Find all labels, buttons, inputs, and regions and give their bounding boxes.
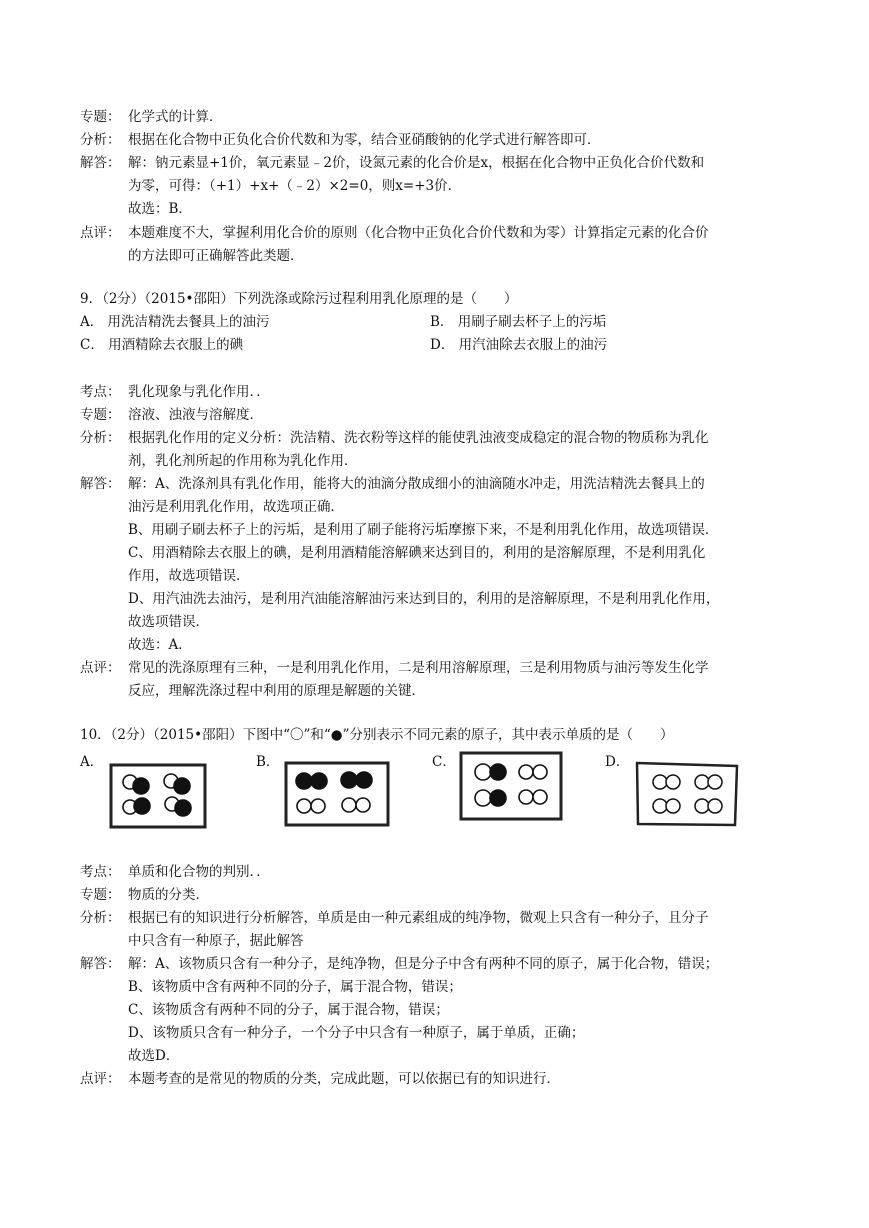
dianping-line: 的方法即可正确解答此类题． <box>128 248 304 264</box>
q10-fig-label-d: D． <box>605 754 630 770</box>
jieda-line: 油污是利用乳化作用，故选项正确． <box>128 499 344 515</box>
fenxi-label: 分析： <box>80 910 121 926</box>
jieda-line: 故选：B． <box>128 201 192 217</box>
fenxi-line: 根据已有的知识进行分析解答，单质是由一种元素组成的纯净物，微观上只含有一种分子，且分子 <box>128 910 709 926</box>
jieda-line: 解：A、该物质只含有一种分子，是纯净物，但是分子中含有两种不同的原子，属于化合物，错误； <box>128 956 719 972</box>
fenxi-label: 分析： <box>80 132 121 148</box>
q9-option-a: A． 用洗洁精洗去餐具上的油污 <box>80 314 270 330</box>
dianping-label: 点评： <box>80 225 121 241</box>
zhuanti-label: 专题： <box>80 109 121 125</box>
q10-fig-label-c: C． <box>432 754 456 770</box>
dianping-label: 点评： <box>80 660 121 676</box>
jieda-line: D、用汽油洗去油污，是利用汽油能溶解油污来达到目的，利用的是溶解原理，不是利用乳化作用， <box>128 591 720 607</box>
kaodian-label: 考点： <box>80 864 121 880</box>
q9-option-c: C． 用酒精除去衣服上的碘 <box>80 337 244 353</box>
jieda-label: 解答： <box>80 956 121 972</box>
dianping-label: 点评： <box>80 1071 121 1087</box>
jieda-line: 故选：A． <box>128 637 192 653</box>
q9-question: 9．（2分）（2015•邵阳）下列洗涤或除污过程利用乳化原理的是（ ） <box>80 291 518 307</box>
jieda-label: 解答： <box>80 155 121 171</box>
zhuanti-text: 化学式的计算． <box>128 109 223 125</box>
kaodian-text: 单质和化合物的判别．． <box>128 864 270 880</box>
kaodian-text: 乳化现象与乳化作用．． <box>128 384 270 400</box>
zhuanti-label: 专题： <box>80 887 121 903</box>
fenxi-label: 分析： <box>80 430 121 446</box>
q10-fig-label-b: B． <box>256 754 280 770</box>
q10-fig-label-a: A． <box>80 754 104 770</box>
jieda-line: 为零，可得：（+1）+x+（﹣2）×2=0，则x=+3价． <box>128 178 462 194</box>
q10-question: 10．（2分）（2015•邵阳）下图中“〇”和“●”分别表示不同元素的原子，其中表示单质的是（ ） <box>80 727 674 743</box>
q10-figure-c <box>458 750 564 822</box>
fenxi-text: 根据在化合物中正负化合价代数和为零，结合亚硝酸钠的化学式进行解答即可． <box>128 132 601 148</box>
q9-option-d: D． 用汽油除去衣服上的油污 <box>430 337 608 353</box>
jieda-line: 作用，故选项错误． <box>128 568 250 584</box>
jieda-line: 故选项错误． <box>128 614 209 630</box>
kaodian-label: 考点： <box>80 384 121 400</box>
fenxi-line: 中只含有一种原子，据此解答 <box>128 933 304 949</box>
q9-option-b: B． 用刷子刷去杯子上的污垢 <box>430 314 607 330</box>
jieda-line: 故选D． <box>128 1048 180 1064</box>
q10-figure-b <box>283 760 391 828</box>
dianping-line: 反应，理解洗涤过程中利用的原理是解题的关键． <box>128 683 425 699</box>
jieda-line: C、用酒精除去衣服上的碘，是利用酒精能溶解碘来达到目的，利用的是溶解原理，不是利用乳化 <box>128 545 706 561</box>
zhuanti-label: 专题： <box>80 407 121 423</box>
dianping-text: 本题考查的是常见的物质的分类，完成此题，可以依据已有的知识进行． <box>128 1071 560 1087</box>
jieda-line: C、该物质含有两种不同的分子，属于混合物，错误； <box>128 1002 449 1018</box>
q10-figure-d <box>634 760 740 828</box>
jieda-line: B、该物质中含有两种不同的分子，属于混合物，错误； <box>128 979 462 995</box>
jieda-line: B、用刷子刷去杯子上的污垢，是利用了刷子能将污垢摩擦下来，不是利用乳化作用，故选项错误． <box>128 522 719 538</box>
jieda-label: 解答： <box>80 476 121 492</box>
jieda-line: 解：钠元素显+1价，氧元素显﹣2价，设氮元素的化合价是x，根据在化合物中正负化合价代数和 <box>128 155 705 171</box>
q10-figure-a <box>108 762 208 830</box>
dianping-line: 本题难度不大，掌握利用化合价的原则（化合物中正负化合价代数和为零）计算指定元素的化合价 <box>128 225 709 241</box>
zhuanti-text: 物质的分类． <box>128 887 209 903</box>
jieda-line: 解：A、洗涤剂具有乳化作用，能将大的油滴分散成细小的油滴随水冲走，用洗洁精洗去餐具上的 <box>128 476 705 492</box>
fenxi-line: 根据乳化作用的定义分析：洗洁精、洗衣粉等这样的能使乳浊液变成稳定的混合物的物质称为乳化 <box>128 430 709 446</box>
fenxi-line: 剂，乳化剂所起的作用称为乳化作用． <box>128 453 358 469</box>
zhuanti-text: 溶液、浊液与溶解度． <box>128 407 263 423</box>
dianping-line: 常见的洗涤原理有三种，一是利用乳化作用，二是利用溶解原理，三是利用物质与油污等发生化学 <box>128 660 709 676</box>
jieda-line: D、该物质只含有一种分子，一个分子中只含有一种原子，属于单质，正确； <box>128 1025 585 1041</box>
